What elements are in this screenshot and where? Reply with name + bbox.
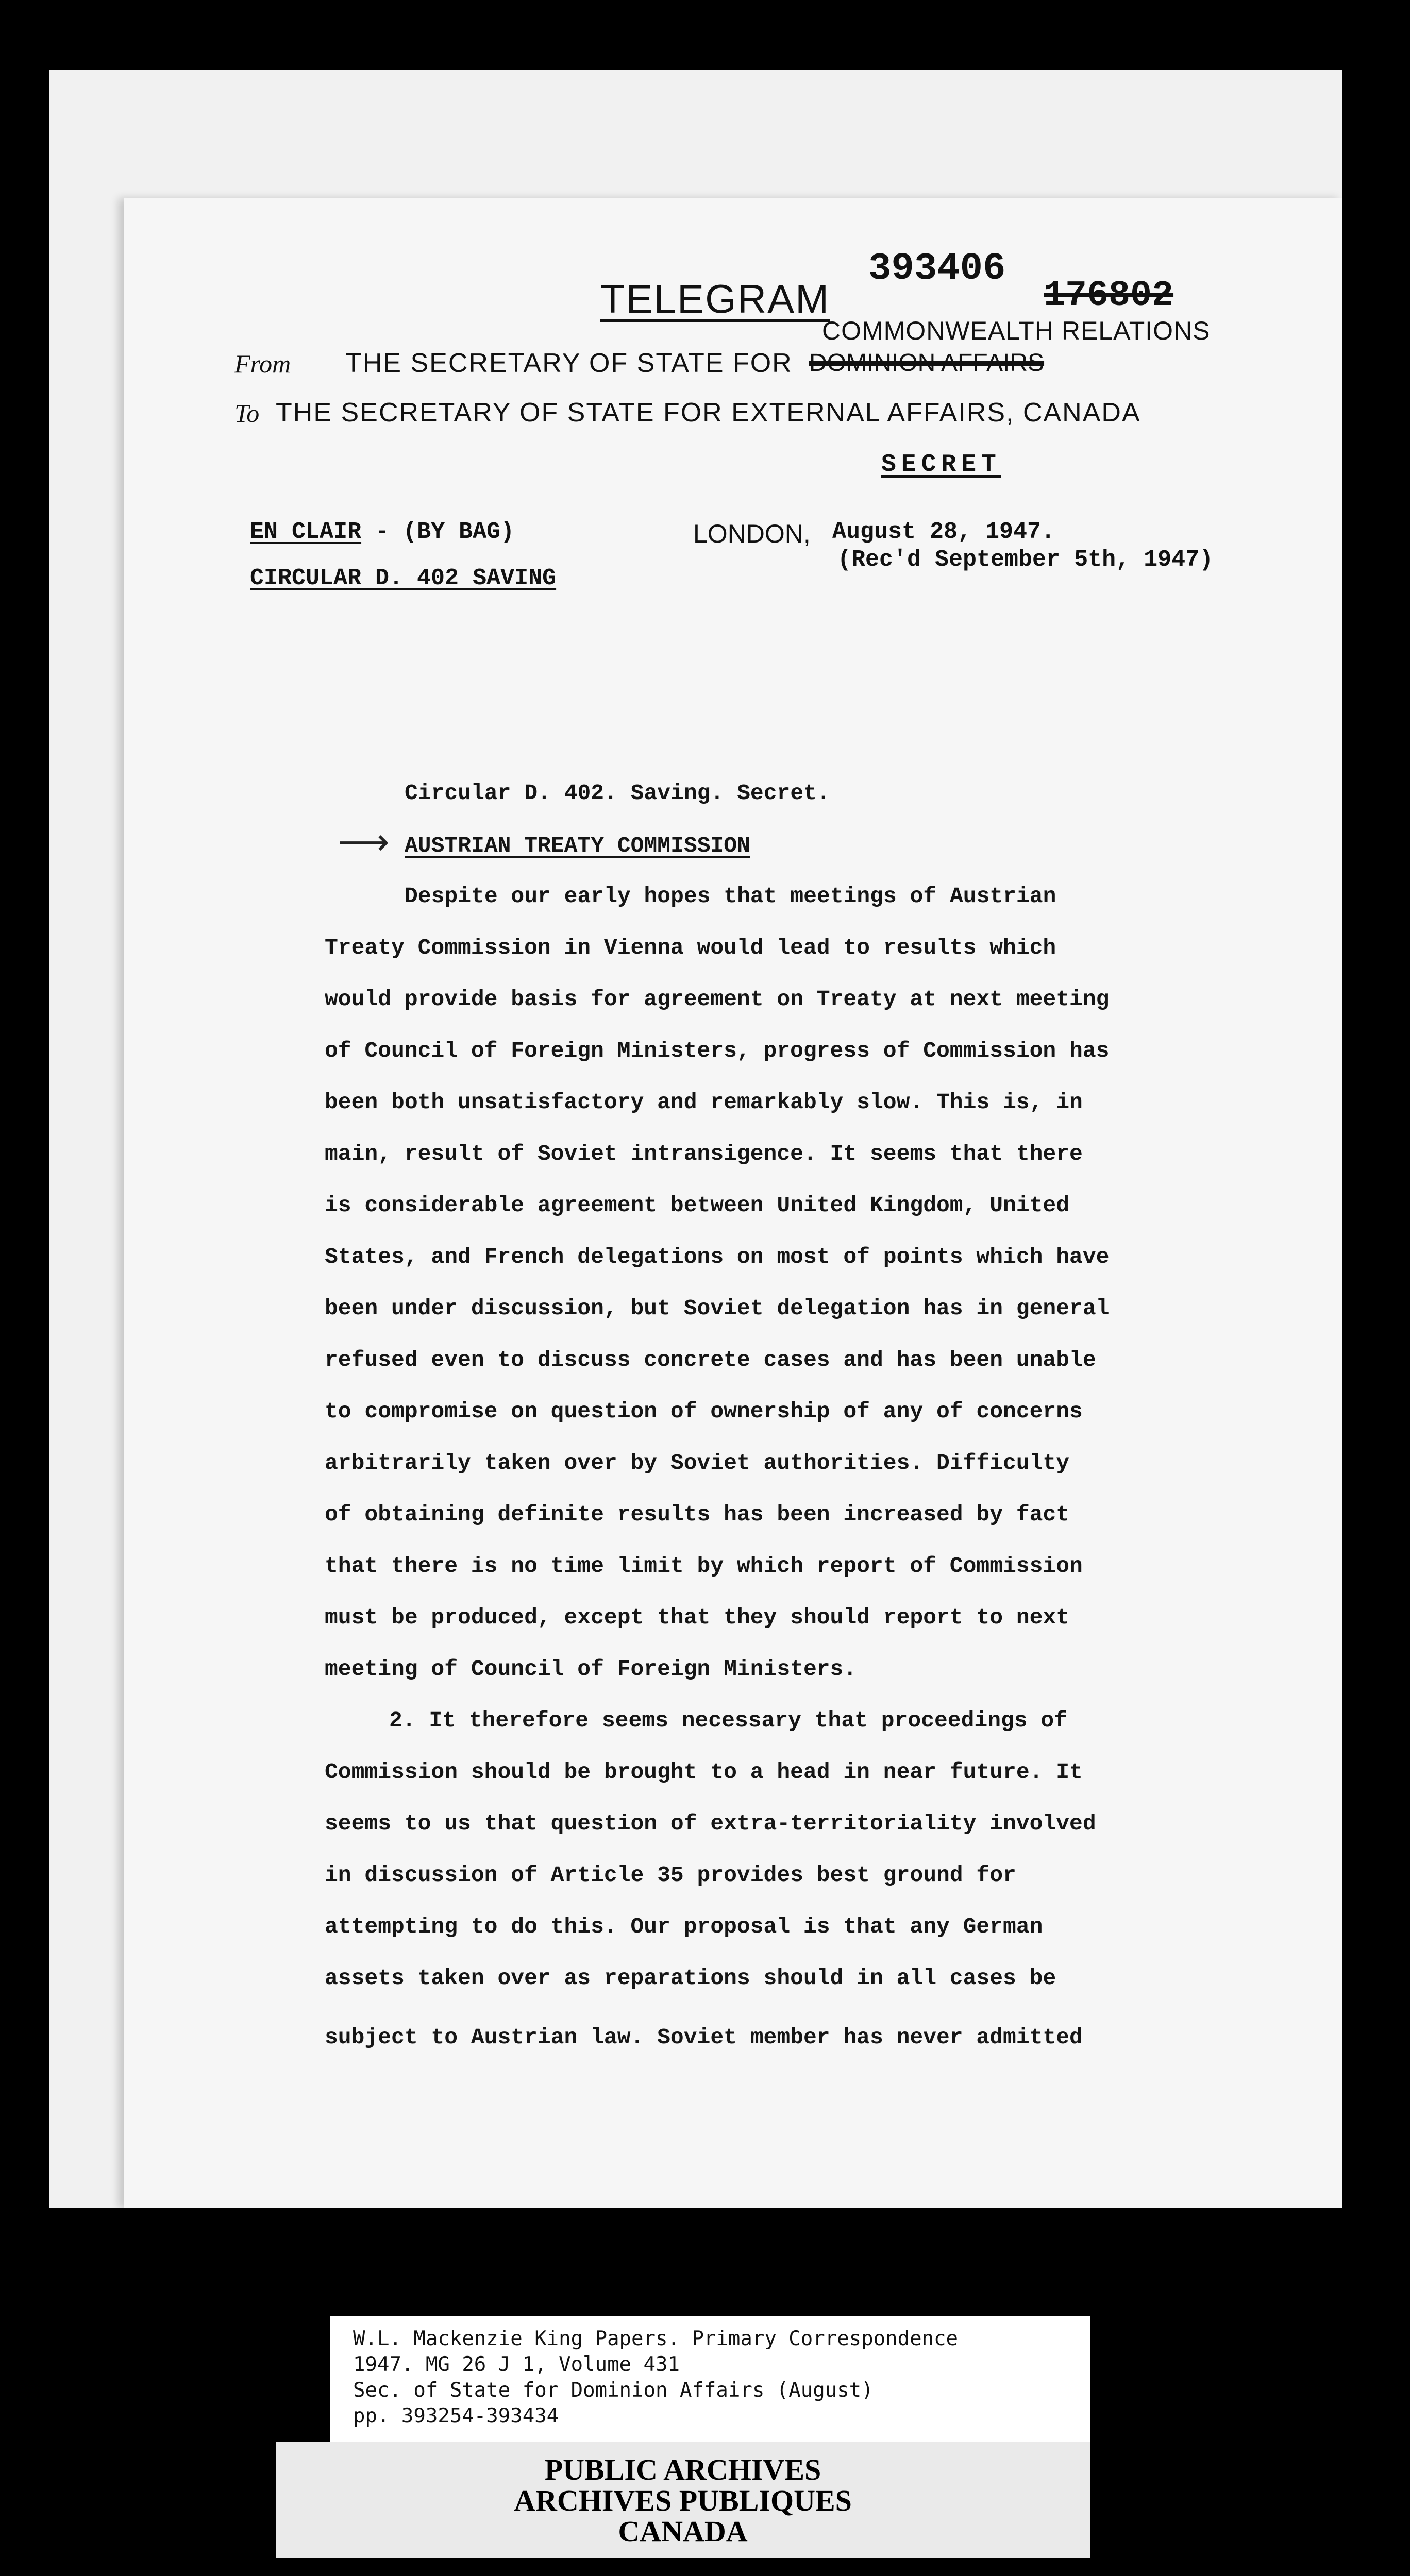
body-line: Commission should be brought to a head in near future. It <box>325 1759 1083 1785</box>
archives-stamp-line: PUBLIC ARCHIVES <box>544 2453 821 2486</box>
body-line: States, and French delegations on most of points which have <box>325 1244 1110 1269</box>
body-line: in discussion of Article 35 provides best ground for <box>325 1862 1016 1888</box>
arrow-icon: ⟶ <box>338 821 390 863</box>
body-line: been under discussion, but Soviet delegation has in general <box>325 1296 1110 1321</box>
inserted-department: COMMONWEALTH RELATIONS <box>822 316 1211 345</box>
body-line: arbitrarily taken over by Soviet authorities. Difficulty <box>325 1450 1070 1476</box>
archive-reference-line: pp. 393254-393434 <box>353 2404 559 2428</box>
body-line: been both unsatisfactory and remarkably slow. This is, in <box>325 1090 1083 1115</box>
from-label: From <box>234 349 291 378</box>
telegram-title: TELEGRAM <box>600 276 830 321</box>
classification-secret: SECRET <box>881 451 1001 479</box>
body-line: must be produced, except that they should report to next <box>325 1605 1070 1630</box>
archives-stamp-line: CANADA <box>618 2515 748 2548</box>
circular-reference: CIRCULAR D. 402 SAVING <box>250 565 557 591</box>
body-line: refused even to discuss concrete cases and has been unable <box>325 1347 1096 1372</box>
body-line: that there is no time limit by which report of Commission <box>325 1553 1083 1579</box>
body-line: of obtaining definite results has been increased by fact <box>325 1502 1070 1527</box>
body-line: 2. It therefore seems necessary that proceedings of <box>389 1708 1068 1733</box>
body-line: subject to Austrian law. Soviet member has never admitted <box>325 2025 1083 2050</box>
body-line: meeting of Council of Foreign Ministers. <box>325 1656 857 1682</box>
document-sheet <box>49 70 1342 2208</box>
body-line: seems to us that question of extra-territoriality involved <box>325 1811 1096 1836</box>
body-line: Treaty Commission in Vienna would lead to results which <box>325 935 1056 960</box>
public-archives-stamp <box>276 2442 1090 2558</box>
old-reference-number: 176802 <box>1044 276 1174 316</box>
body-line: is considerable agreement between United Kingdom, United <box>325 1193 1070 1218</box>
mode-suffix: - (BY BAG) <box>375 519 515 545</box>
mode-line <box>250 519 514 545</box>
archive-reference-line: 1947. MG 26 J 1, Volume 431 <box>353 2353 680 2376</box>
place-london: LONDON, <box>693 519 811 548</box>
reference-number: 393406 <box>868 247 1006 291</box>
body-line: main, result of Soviet intransigence. It seems that there <box>325 1141 1083 1166</box>
body-line: to compromise on question of ownership of any of concerns <box>325 1399 1083 1424</box>
to-label: To <box>234 399 260 428</box>
body-line: attempting to do this. Our proposal is that any German <box>325 1914 1043 1939</box>
received-date: (Rec'd September 5th, 1947) <box>837 547 1214 573</box>
telegram-page <box>124 198 1342 2208</box>
archives-stamp-line: ARCHIVES PUBLIQUES <box>514 2484 852 2517</box>
from-text: THE SECRETARY OF STATE FOR <box>345 348 793 378</box>
body-line: Despite our early hopes that meetings of Austrian <box>405 884 1056 909</box>
archive-reference-line: W.L. Mackenzie King Papers. Primary Correspondence <box>353 2327 958 2350</box>
struck-department: DOMINION AFFAIRS <box>809 349 1045 377</box>
body-line: assets taken over as reparations should in all cases be <box>325 1965 1056 1991</box>
message-heading: Circular D. 402. Saving. Secret. <box>405 781 830 806</box>
subject-line: AUSTRIAN TREATY COMMISSION <box>405 833 750 858</box>
to-text: THE SECRETARY OF STATE FOR EXTERNAL AFFAIRS, CANADA <box>276 398 1141 428</box>
body-line: of Council of Foreign Ministers, progress of Commission has <box>325 1038 1110 1063</box>
dispatch-date: August 28, 1947. <box>832 519 1055 545</box>
archive-reference-line: Sec. of State for Dominion Affairs (August) <box>353 2379 874 2402</box>
en-clair-marker: EN CLAIR <box>250 519 362 545</box>
body-line: would provide basis for agreement on Treaty at next meeting <box>325 987 1110 1012</box>
